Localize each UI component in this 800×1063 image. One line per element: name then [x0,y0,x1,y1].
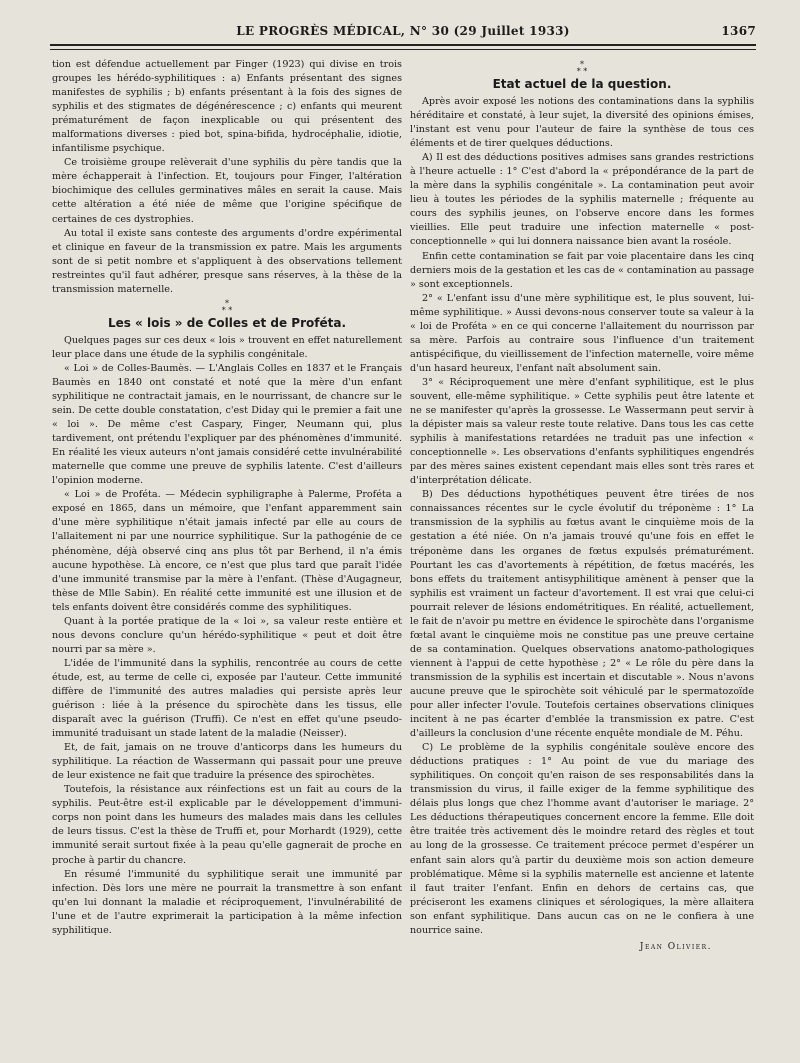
paragraph: Et, de fait, jamais on ne trouve d'anticorps dans les humeurs du syphilitique. La réaction de Wassermann qui passait pour une preuve de leur existence ne fait que traduire la présence des spirochètes. [52,742,402,782]
section-heading: Etat actuel de la question. [492,77,672,91]
section-asterism: * * * [221,298,233,315]
paragraph: Quant à la portée pratique de la « loi », sa valeur reste entière et nous devons conclure qu'un hérédo-syphilitique « peut et doit être nourri par sa mère ». [52,615,402,655]
paragraph: Ce troisième groupe relèverait d'une syphilis du père tandis que la mère échapperait à l'infection. Et, toujours pour Finger, l'altération biochimique des cellules germinatives mâles en serait la cause. Mais cette altération a été niée de même que l'origine spécifique de certaines de ces dystrophies. [52,157,402,225]
paragraph: 3° « Réciproquement une mère d'enfant syphilitique, est le plus souvent, elle-même syphilitique. » Cette syphilis peut être latente et ne se manifester qu'après la grossesse. Le Wassermann peut servir à la dépister mais sa valeur reste toute relative. Dans tous les cas cette syphilis à manifestations retardées ne traduit pas une infection « conceptionnelle ». Les observations d'enfants syphilitiques engendrés par des mères saines existent cependant mais elles sont très rares et d'interprétation délicate. [410,376,754,487]
left-column [52,58,402,1058]
paragraph: Enfin cette contamination se fait par voie placentaire dans les cinq derniers mois de la gestation et les cas de « contamination au passage » sont exceptionnels. [410,250,754,290]
paragraph: Toutefois, la résistance aux réinfections est un fait au cours de la syphilis. Peut-être est-il explicable par le développement d'immuni-corps non point dans les humeurs des malades mais dans les cellules de leurs tissus. C'est la thèse de Truffi et, pour Morhardt (1929), cette immunité serait surtout fixée à la peau qu'elle gagnerait de proche en proche à partir du chancre. [52,784,402,866]
paragraph: « Loi » de Colles-Baumès. — L'Anglais Colles en 1837 et le Français Baumès en 1840 ont constaté et noté que la mère d'un enfant syphilitique ne contractait jamais, en le nourrissant, de chancre sur le sein. De cette double constatation, c'est Diday qui le premier a fait une « loi ». De même c'est Caspary, Finger, Neumann qui, plus tardivement, ont prétendu l'expliquer par des phénomènes d'immunité. En réalité les vieux auteurs n'ont jamais considéré cette invulnérabilité maternelle que comme une preuve de syphilis latente. C'est d'ailleurs l'opinion moderne. [52,362,402,487]
right-column [410,58,754,1058]
paragraph: Quelques pages sur ces deux « lois » trouvent en effet naturellement leur place dans une étude de la syphilis congénitale. [52,334,402,360]
paragraph: En résumé l'immunité du syphilitique serait une immunité par infection. Dès lors une mère ne pourrait la transmettre à son enfant qu'en lui donnant la maladie et réciproquement, l'invulnérabilité de l'une et de l'autre exprimerait la participation à la même infection syphilitique. [52,868,402,936]
paragraph: Au total il existe sans conteste des arguments d'ordre expérimental et clinique en faveur de la transmission ex patre. Mais les arguments sont de si petit nombre et s'appliquent à des observations tellement restreintes qu'il faut adhérer, presque sans réserves, à la thèse de la transmission maternelle. [52,227,402,295]
section-heading: Les « lois » de Colles et de Proféta. [107,315,347,330]
header-rule-thin [50,49,756,50]
paragraph: Après avoir exposé les notions des contaminations dans la syphilis héréditaire et constaté, à leur sujet, la diversité des opinions émises, l'instant est venu pour l'auteur de faire la synthèse de tous ces éléments et de tirer quelques déductions. [410,96,754,150]
journal-title: LE PROGRÈS MÉDICAL, N° 30 (29 Juillet 1933) [236,24,570,38]
running-head [50,24,756,42]
section-asterism: * * * [576,60,588,76]
page-number: 1367 [721,24,756,38]
paragraph: B) Des déductions hypothétiques peuvent être tirées de nos connaissances récentes sur le cycle évolutif du tréponème : 1° La transmission de la syphilis au fœtus avant le cinquième mois de la gestation a été niée. On n'a jamais trouvé qu'une fois en effet le tréponème dans les organes de fœtus expulsés prématurément. Pourtant les cas d'avortements à répétition, de fœtus macérés, les bons effets du traitement antisyphilitique amènent à penser que la syphilis est vraiment un facteur d'avortement. Il est vrai que celui-ci pourrait relever de lésions endométritiques. En réalité, actuellement, le fait de n'avoir pu mettre en évidence le spirochète dans l'organisme fœtal avant le cinquième mois ne constitue pas une preuve certaine de sa contamination. Quelques observations anatomo-pathologiques viennent à l'appui de cette hypothèse ; 2° « Le rôle du père dans la transmission de la syphilis est incertain et discutable ». Nous n'avons aucune preuve que le spirochète soit véhiculé par le spermatozoïde pour aller infecter l'ovule. Toutefois certaines observations cliniques incitent à ne pas écarter d'emblée la transmission ex patre. C'est d'ailleurs la conclusion d'une récente enquête mondiale de M. Péhu. [410,489,754,740]
paragraph: tion est défendue actuellement par Finger (1923) qui divise en trois groupes les hérédo-syphilitiques : a) Enfants présentant des signes manifestes de syphilis ; b) enfants présentant à la fois des signes de syphilis et des stigmates de dégénérescence ; c) enfants qui meurent prématurément de façon inexplicable ou qui présentent des malformations diverses : pied bot, spina-bifida, hydrocéphalie, idiotie, infantilisme psychique. [52,59,402,155]
paragraph: C) Le problème de la syphilis congénitale soulève encore des déductions pratiques : 1° Au point de vue du mariage des syphilitiques. On conçoit qu'en raison de ses responsabilités dans la transmission du virus, il faille exiger de la femme syphilitique des délais plus longs que chez l'homme avant d'autoriser le mariage. 2° Les déductions thérapeutiques concernent encore la femme. Elle doit être traitée très activement dès le moindre retard des règles et tout au long de la grossesse. Ce traitement précoce permet d'espérer un enfant sain alors qu'à partir du deuxième mois son action demeure problématique. Même si la syphilis maternelle est ancienne et latente il faut traiter l'enfant. Enfin en dehors de certains cas, que préciseront les examens cliniques et sérologiques, la mère allaitera son enfant syphilitique. Dans aucun cas on ne le confiera à une nourrice saine. [410,742,754,936]
author-signature: Jean Olivier. [639,941,712,952]
paragraph: A) Il est des déductions positives admises sans grandes restrictions à l'heure actuelle : 1° C'est d'abord la « prépondérance de la part de la mère dans la syphilis congénitale ». La contamination peut avoir lieu à toutes les périodes de la syphilis maternelle ; fréquente au cours des syphilis jeunes, on l'observe encore dans les formes vieillies. Elle peut traduire une infection maternelle « post-conceptionnelle » qui lui donnera naissance bien avant la roséole. [410,152,754,248]
paragraph: « Loi » de Proféta. — Médecin syphiligraphe à Palerme, Proféta a exposé en 1865, dans un mémoire, que l'enfant apparemment sain d'une mère syphilitique n'était jamais infecté par elle au cours de l'allaitement ni par une nourrice syphilitique. Sur la pathogénie de ce phénomène, déjà observé cinq ans plus tôt par Berhend, il n'a émis aucune hypothèse. Là encore, ce n'est que plus tard que paraît l'idée d'une immunité transmise par la mère à l'enfant. (Thèse d'Augagneur, thèse de Mlle Sabin). En réalité cette immunité est une illusion et de tels enfants doivent être considérés comme des syphilitiques. [52,489,402,613]
paragraph: 2° « L'enfant issu d'une mère syphilitique est, le plus souvent, lui-même syphilitique. » Aussi devons-nous conserver toute sa valeur à la « loi de Proféta » en ce qui concerne l'allaitement du nourrisson par sa mère. Parfois au contraire sous l'influence d'un traitement antispécifique, du vieillissement de l'infection maternelle, voire même d'un hasard heureux, l'enfant naît absolument sain. [410,292,754,374]
paragraph: L'idée de l'immunité dans la syphilis, rencontrée au cours de cette étude, est, au terme de celle ci, exposée par l'auteur. Cette immunité diffère de l'immunité des autres maladies qui persiste après leur guérison : liée à la présence du spirochète dans les tissus, elle disparaît avec la guérison (Truffi). Ce n'est en effet qu'une pseudo-immunité traduisant un stade latent de la maladie (Neisser). [52,657,402,740]
header-rule-thick [50,44,756,46]
